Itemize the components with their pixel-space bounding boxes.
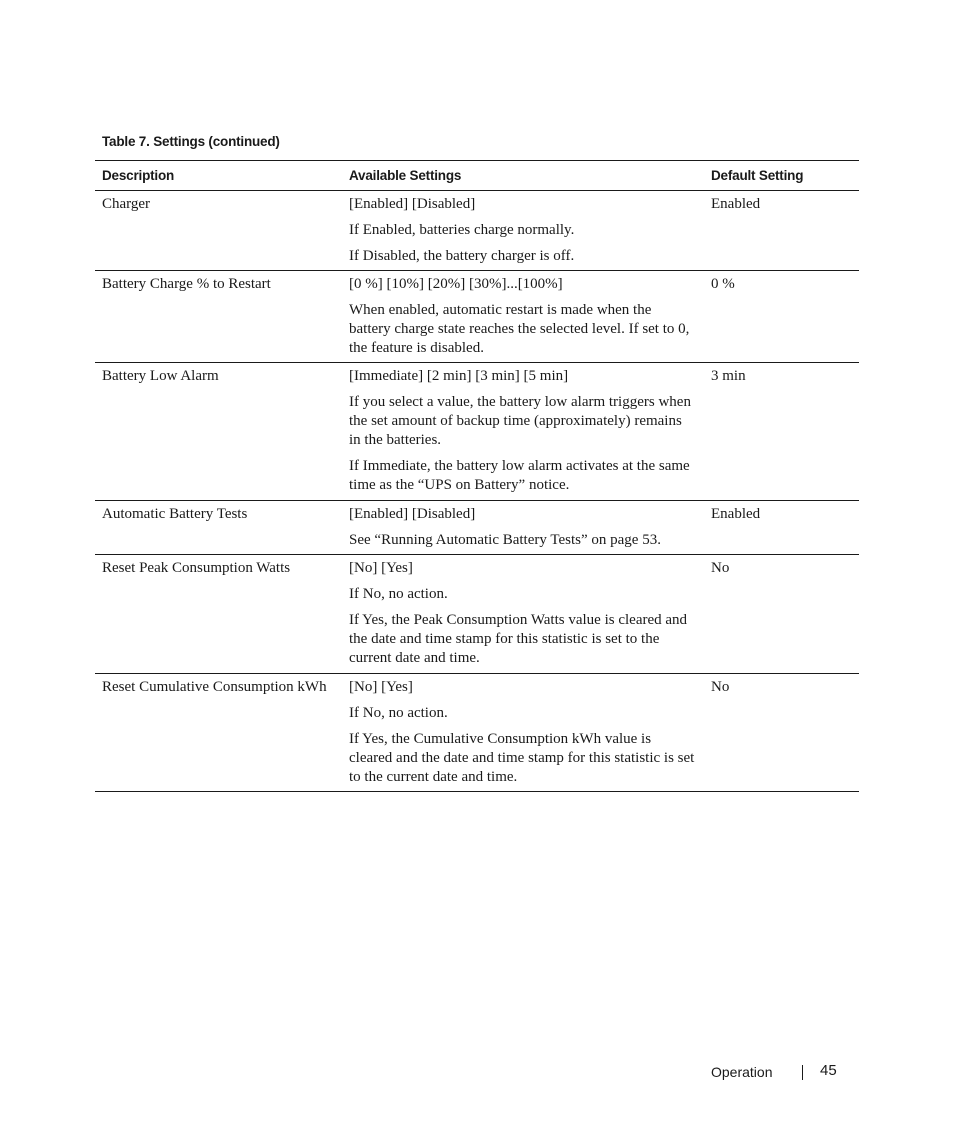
row-description: Reset Peak Consumption Watts [102,560,291,576]
setting-paragraph: If No, no action. [349,586,448,602]
column-header-description: Description [102,168,175,183]
table-row [95,271,859,363]
table-caption: Table 7. Settings (continued) [102,134,280,149]
footer-divider [802,1065,803,1080]
row-available-settings [343,501,704,555]
setting-paragraph: If you select a value, the battery low alarm triggers when the set amount of backup time (approximately) remains in the batteries. [349,394,691,448]
table-header-row [95,161,859,191]
row-available-settings [343,271,704,363]
column-header-default-setting: Default Setting [711,168,804,183]
row-default-setting: 0 % [711,276,735,292]
setting-paragraph: If No, no action. [349,705,448,721]
setting-paragraph: [Enabled] [Disabled] [349,506,476,522]
row-available-settings [343,674,704,792]
row-description: Reset Cumulative Consumption kWh [102,679,327,695]
setting-paragraph: [Immediate] [2 min] [3 min] [5 min] [349,368,569,384]
setting-paragraph: [No] [Yes] [349,679,413,695]
row-default-setting: 3 min [711,368,746,384]
table-row [95,674,859,792]
footer-section-name: Operation [711,1064,773,1080]
row-available-settings [343,555,704,674]
setting-paragraph: [0 %] [10%] [20%] [30%]...[100%] [349,276,563,292]
table-row [95,363,859,501]
row-description: Battery Charge % to Restart [102,276,271,292]
setting-paragraph: If Disabled, the battery charger is off. [349,248,575,264]
row-available-settings [343,363,704,501]
row-default-setting: Enabled [711,196,761,212]
column-header-available-settings: Available Settings [349,168,462,183]
setting-paragraph: [Enabled] [Disabled] [349,196,476,212]
setting-paragraph: When enabled, automatic restart is made when the battery charge state reaches the selected level. If set to 0, the feature is disabled. [349,302,690,356]
row-description: Battery Low Alarm [102,368,219,384]
table-row [95,555,859,674]
setting-paragraph: If Yes, the Peak Consumption Watts value is cleared and the date and time stamp for this statistic is set to the current date and time. [349,612,688,666]
table-row [95,191,859,271]
row-available-settings [343,191,704,271]
setting-paragraph: If Immediate, the battery low alarm activates at the same time as the “UPS on Battery” notice. [349,458,690,493]
row-default-setting: No [711,679,730,695]
settings-table [95,160,859,792]
page-number: 45 [820,1062,837,1079]
row-description: Automatic Battery Tests [102,506,248,522]
setting-paragraph: See “Running Automatic Battery Tests” on page 53. [349,532,661,548]
row-description: Charger [102,196,151,212]
table-row [95,501,859,555]
setting-paragraph: If Enabled, batteries charge normally. [349,222,575,238]
setting-paragraph: [No] [Yes] [349,560,413,576]
setting-paragraph: If Yes, the Cumulative Consumption kWh value is cleared and the date and time stamp for this statistic is set to the current date and time. [349,731,695,785]
row-default-setting: Enabled [711,506,761,522]
row-default-setting: No [711,560,730,576]
